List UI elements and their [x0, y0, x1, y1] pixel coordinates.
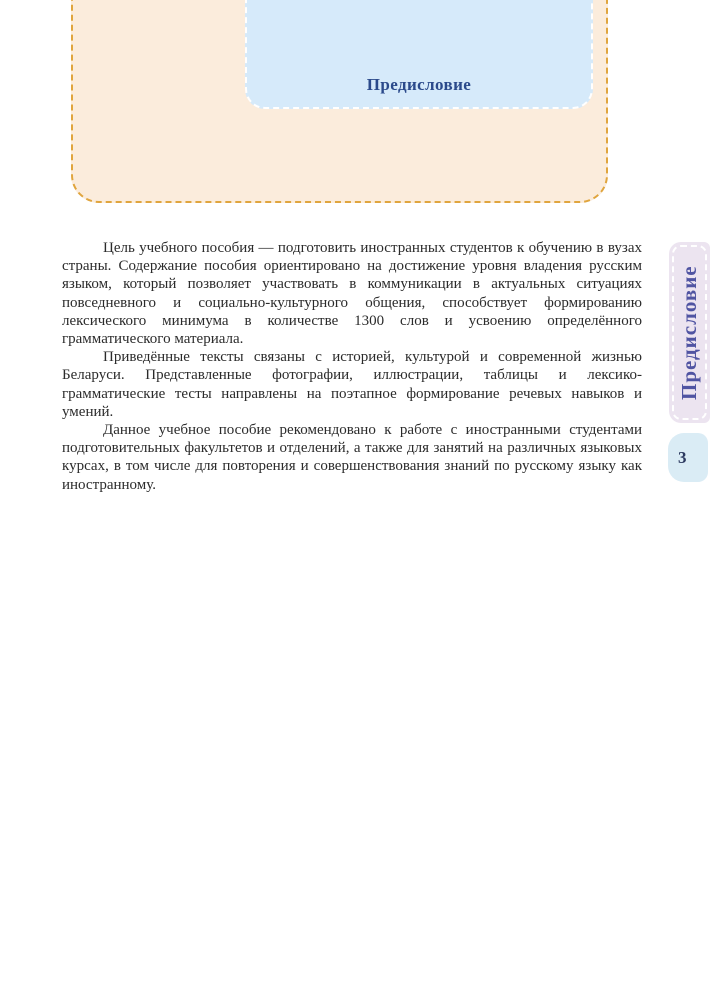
header-blue-panel	[245, 0, 593, 109]
chapter-title: Предисловие	[366, 75, 472, 94]
paragraph-texts: Приведённые тексты связаны с историей, культурой и современной жизнью Беларуси. Представленные фотографии, иллюстрации, таблицы и лексико-грамматические тесты направлены на поэтапное формирование речевых навыков и умений.	[62, 349, 642, 420]
page-number-badge	[668, 433, 708, 482]
chapter-tab	[669, 242, 710, 423]
paragraph-goal: Цель учебного пособия — подготовить иностранных студентов к обучению в вузах страны. Содержание пособия ориентировано на достижение уровня владения русским языком, который позволяет участвовать в коммуникации в актуальных ситуациях повседневного и социально-культурного общения, способствует формированию лексического минимума в количестве 1300 слов и усвоению определённого грамматического материала.	[62, 240, 642, 348]
page-number: 3	[678, 447, 687, 467]
preface-text-block	[62, 239, 642, 494]
paragraph-recommendation: Данное учебное пособие рекомендовано к работе с иностранными студентами подготовительных факультетов и отделений, а также для занятий на различных языковых курсах, в том числе для повторения и совершенствования знаний по русскому языку как иностранному.	[62, 422, 642, 493]
header-peach-panel	[71, 0, 608, 203]
chapter-tab-label: Предисловие	[677, 265, 701, 400]
